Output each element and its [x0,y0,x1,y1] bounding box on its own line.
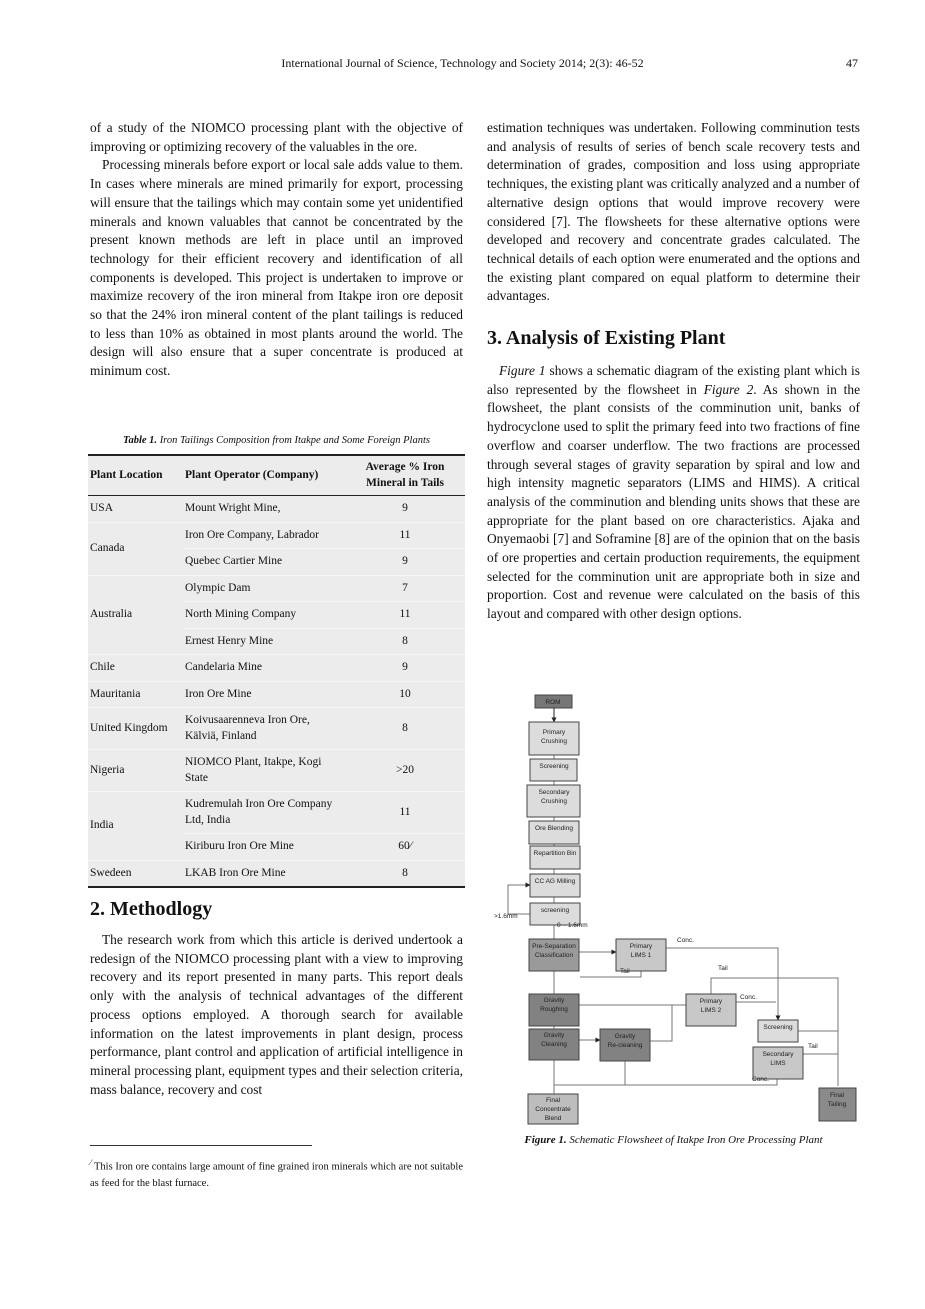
cell-value: 9 [345,655,465,682]
figure-ref: Figure 1 [499,363,546,379]
cell-location: Mauritania [88,681,183,708]
caption-text: Iron Tailings Composition from Itakpe and Some Foreign Plants [159,435,430,446]
label: Roughing [540,1006,568,1013]
label: Tail [620,968,630,975]
cell-location: Swedeen [88,860,183,887]
label: Gravity [543,1032,565,1039]
cell-operator: Kiriburu Iron Ore Mine [183,834,345,861]
label: Repartition Bin [533,850,577,857]
label: Primary [629,943,653,950]
label: Conc. [740,994,757,1001]
label: Primary [542,729,566,736]
cell-value: 8 [345,628,465,655]
label: CC AG Milling [534,878,576,885]
label: LIMS 1 [630,952,652,959]
paragraph: of a study of the NIOMCO processing plant with the objective of improving or optimizing recovery of the valuables in the ore. [90,120,463,154]
cell-operator: North Mining Company [183,602,345,629]
label: LIMS 2 [700,1007,722,1014]
label: screening [540,907,570,914]
label: Conc. [677,937,694,944]
cell-operator: NIOMCO Plant, Itakpe, Kogi State [183,750,345,792]
caption-text: Schematic Flowsheet of Itakpe Iron Ore Processing Plant [569,1134,823,1146]
cell-location: United Kingdom [88,708,183,750]
section-heading: 3. Analysis of Existing Plant [487,327,726,350]
flowsheet-boxes [527,695,856,1124]
label: Ore Blending [535,825,573,832]
cell-location: USA [88,496,183,523]
label: Pre-Separation [532,943,576,950]
label: Final [545,1097,561,1104]
paragraph: estimation techniques was undertaken. Following comminution tests and analysis of results of series of bench scale recovery tests and determination of grades, composition and loss using appropriate techniques, the existing plant was critically analyzed and a number of alternative design options that would improve recovery were considered [7]. The flowsheets for these alternative options were developed and recovery and concentrate grades calculated. The technical details of each option were enumerated and the options and the existing plant compared on equal platform to determine their advantages. [487,120,860,304]
cell-location: India [88,792,183,861]
figure-ref: Figure 2 [703,381,754,397]
label: Concentrate [535,1106,571,1113]
cell-operator: Candelaria Mine [183,655,345,682]
cell-value: 9 [345,496,465,523]
text: . As shown in the flowsheet, the plant consists of the comminution unit, banks of hydrocyclone used to split the primary feed into two fractions of fine overflow and coarser underflow. The two fractions are processed through several stages of gravity separation by spiral and low and high intensity magnetic separators (LIMS and HIMS). A critical analysis of the comminution and blending units shows that these are appropriate for the plant based on ore characteristics. Ajaka and Onyemaobi [7] and Soframine [8] are of the opinion that on the basis of ore properties and certain production requirements, the equipment selected for the comminution unit are appropriate both in size and proportion. Cost and revenue were calculated on the basis of this layout and compared with other design options. [487,381,861,622]
label: Secondary [538,789,570,796]
cell-location: Chile [88,655,183,682]
label: Cleaning [541,1041,567,1048]
cell-value: 11 [345,602,465,629]
cell-operator: Olympic Dam [183,575,345,602]
cell-operator: Mount Wright Mine, [183,496,345,523]
label: Gravity [614,1033,636,1040]
cell-value: 9 [345,549,465,576]
label: Classification [534,952,574,959]
paragraph: Processing minerals before export or local sale adds value to them. In cases where minerals are mined primarily for export, processing will ensure that the tailings which may contain some yet unidentified minerals and known valuables that cannot be concentrated by the present known methods are left in place until an improved technology for their efficient recovery and identification of all components is developed. This project is undertaken to improve or maximize recovery of the iron mineral from Itakpe iron ore deposit so that the 24% iron mineral content of the plant tailings is reduced to less than 10% as obtained in most plants around the world. The design will also ensure that a super concentrate is produced at minimum cost. [90,157,463,379]
cell-operator: Kudremulah Iron Ore Company Ltd, India [183,792,345,834]
cell-value: 11 [345,522,465,549]
column-header: Average % Iron Mineral in Tails [345,455,465,496]
cell-operator: LKAB Iron Ore Mine [183,860,345,887]
cell-value: 60⁄ [345,834,465,861]
label: Conc. [752,1076,769,1083]
label: Primary [699,998,723,1005]
label: Screening [763,1024,793,1031]
cell-operator: Quebec Cartier Mine [183,549,345,576]
label: LIMS [770,1060,786,1067]
label: Crushing [540,738,568,745]
cell-operator: Koivusaarenneva Iron Ore, Kälviä, Finland [183,708,345,750]
footnote-mark: ⁄ [90,1157,92,1167]
paragraph: The research work from which this article is derived undertook a redesign of the NIOMCO processing plant with a view to improving recovery and its report presented in many parts. This report deals only with the analysis of technical advantages of the different process options employed. A thorough search for available information on the latest improvements in plant design, process performance, plant control and application of artificial intelligence in mineral processing plant, equipment types and their selection criteria, mass balance, recovery and cost [90,932,463,1097]
footnote-text: This Iron ore contains large amount of fine grained iron minerals which are not suitable as feed for the blast furnace. [90,1161,464,1189]
cell-location: Canada [88,522,183,575]
label: Re-cleaning [607,1042,643,1049]
cell-location: Nigeria [88,750,183,792]
cell-value: 11 [345,792,465,834]
label: Tail [808,1043,818,1050]
running-header: International Journal of Science, Technology and Society 2014; 2(3): 46-52 [281,56,644,70]
label: Gravity [543,997,565,1004]
label: Final [829,1092,845,1099]
column-header: Plant Location [88,455,183,496]
page-number: 47 [846,56,858,70]
caption-label: Table 1. [123,435,158,446]
figure-caption [487,1134,860,1146]
label: Screening [539,763,569,770]
cell-value: 8 [345,860,465,887]
cell-operator: Ernest Henry Mine [183,628,345,655]
label: Blend [544,1115,562,1122]
cell-operator: Iron Ore Company, Labrador [183,522,345,549]
text: shows a schematic diagram of the existing plant which is also represented by the flowsheet in [487,363,860,397]
label: Secondary [762,1051,794,1058]
caption-label: Figure 1. [524,1134,567,1146]
section-heading: 2. Methodlogy [90,898,213,920]
cell-location: Australia [88,575,183,655]
cell-value: 10 [345,681,465,708]
label: >1.6mm [494,913,518,920]
cell-value: 8 [345,708,465,750]
cell-value: >20 [345,750,465,792]
label: 0 – 1.6mm [557,922,588,929]
label: Crushing [540,798,568,805]
cell-operator: Iron Ore Mine [183,681,345,708]
label: ROM [545,699,561,706]
column-header: Plant Operator (Company) [183,455,345,496]
label: Tailing [827,1101,847,1108]
label: Tail [718,965,728,972]
cell-value: 7 [345,575,465,602]
